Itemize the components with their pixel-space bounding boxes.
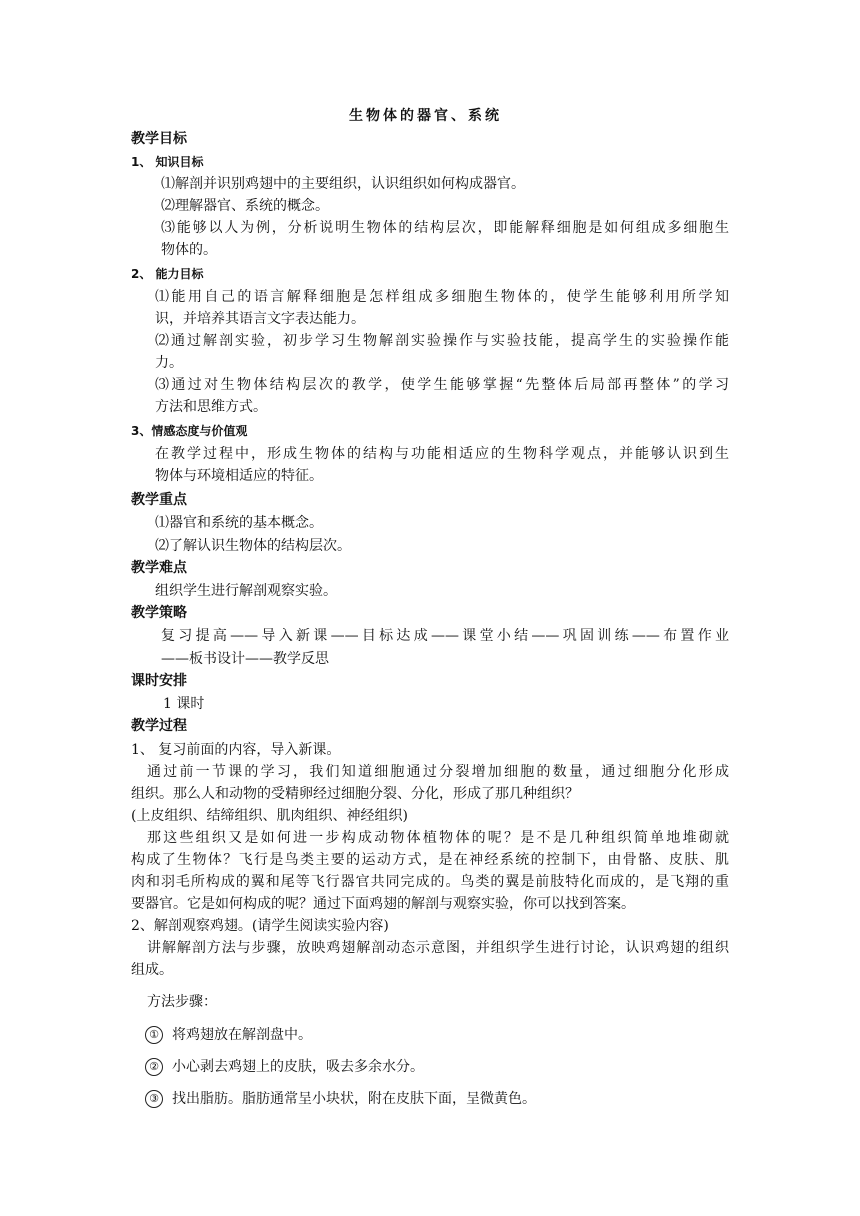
- goal2-line: ⑶通过对生物体结构层次的教学，使学生能够掌握“先整体后局部再整体”的学习: [155, 377, 729, 393]
- strategy-heading: 教学策略: [131, 605, 187, 621]
- schedule-heading: 课时安排: [131, 673, 187, 689]
- step-number-badge: ③: [145, 1090, 163, 1108]
- strategy-line: 复习提高——导入新课——目标达成——课堂小结——巩固训练——布置作业: [161, 628, 729, 644]
- step-text: 找出脂肪。脂肪通常呈小块状，附在皮肤下面，呈微黄色。: [172, 1091, 536, 1107]
- process-line: 1、 复习前面的内容，导入新课。: [131, 742, 341, 758]
- process-line: 组成。: [131, 962, 173, 978]
- process-line: 通过前一节课的学习，我们知道细胞通过分裂增加细胞的数量，通过细胞分化形成: [147, 764, 729, 780]
- process-line: 讲解解剖方法与步骤，放映鸡翅解剖动态示意图，并组织学生进行讨论，认识鸡翅的组织: [147, 940, 729, 956]
- page-title: 生物体的器官、系统: [349, 108, 502, 124]
- goal2-line: ⑴能用自己的语言解释细胞是怎样组成多细胞生物体的，使学生能够利用所学知: [155, 289, 729, 305]
- goal1-line: 物体的。: [161, 242, 217, 258]
- difficulty-heading: 教学难点: [131, 560, 187, 576]
- step-text: 将鸡翅放在解剖盘中。: [172, 1027, 312, 1043]
- process-line: 要器官。它是如何构成的呢？通过下面鸡翅的解剖与观察实验，你可以找到答案。: [131, 896, 635, 912]
- goal1-line: ⑶能够以人为例，分析说明生物体的结构层次，即能解释细胞是如何组成多细胞生: [161, 220, 729, 236]
- goal3-heading: 3、情感态度与价值观: [131, 424, 248, 438]
- goal2-line: 识，并培养其语言文字表达能力。: [155, 311, 365, 327]
- key-heading: 教学重点: [131, 492, 187, 508]
- goal3-line: 物体与环境相适应的特征。: [155, 468, 323, 484]
- goal1-heading: 1、 知识目标: [131, 155, 204, 169]
- goal1-line: ⑴解剖并识别鸡翅中的主要组织，认识组织如何构成器官。: [161, 176, 525, 192]
- goal2-line: 力。: [155, 355, 183, 371]
- process-line: 2、解剖观察鸡翅。(请学生阅读实验内容): [131, 918, 389, 934]
- step-number-badge: ①: [145, 1026, 163, 1044]
- goal2-line: ⑵通过解剖实验，初步学习生物解剖实验操作与实验技能，提高学生的实验操作能: [155, 333, 729, 349]
- process-heading: 教学过程: [131, 718, 187, 734]
- process-line: 组织。那么人和动物的受精卵经过细胞分裂、分化，形成了那几种组织？: [131, 786, 579, 802]
- goal1-line: ⑵理解器官、系统的概念。: [161, 198, 329, 214]
- process-line: 肉和羽毛所构成的翼和尾等飞行器官共同完成的。鸟类的翼是前肢特化而成的，是飞翔的重: [131, 874, 729, 890]
- process-line: 那这些组织又是如何进一步构成动物体植物体的呢？是不是几种组织简单地堆砌就: [147, 830, 729, 846]
- method-heading: 方法步骤：: [147, 994, 217, 1010]
- step-text: 小心剥去鸡翅上的皮肤，吸去多余水分。: [172, 1059, 424, 1075]
- goal2-heading: 2、 能力目标: [131, 267, 204, 281]
- step-number-badge: ②: [145, 1058, 163, 1076]
- schedule-line: 1 课时: [163, 696, 205, 712]
- difficulty-line: 组织学生进行解剖观察实验。: [155, 583, 337, 599]
- goal2-line: 方法和思维方式。: [155, 399, 267, 415]
- process-line: 构成了生物体？飞行是鸟类主要的运动方式，是在神经系统的控制下，由骨骼、皮肤、肌: [131, 852, 729, 868]
- process-line: (上皮组织、结缔组织、肌肉组织、神经组织): [131, 808, 408, 824]
- goals-heading: 教学目标: [131, 131, 187, 147]
- goal3-line: 在教学过程中，形成生物体的结构与功能相适应的生物科学观点，并能够认识到生: [155, 446, 729, 462]
- key-line: ⑵了解认识生物体的结构层次。: [155, 538, 351, 554]
- strategy-line: ——板书设计——教学反思: [161, 651, 329, 667]
- key-line: ⑴器官和系统的基本概念。: [155, 515, 323, 531]
